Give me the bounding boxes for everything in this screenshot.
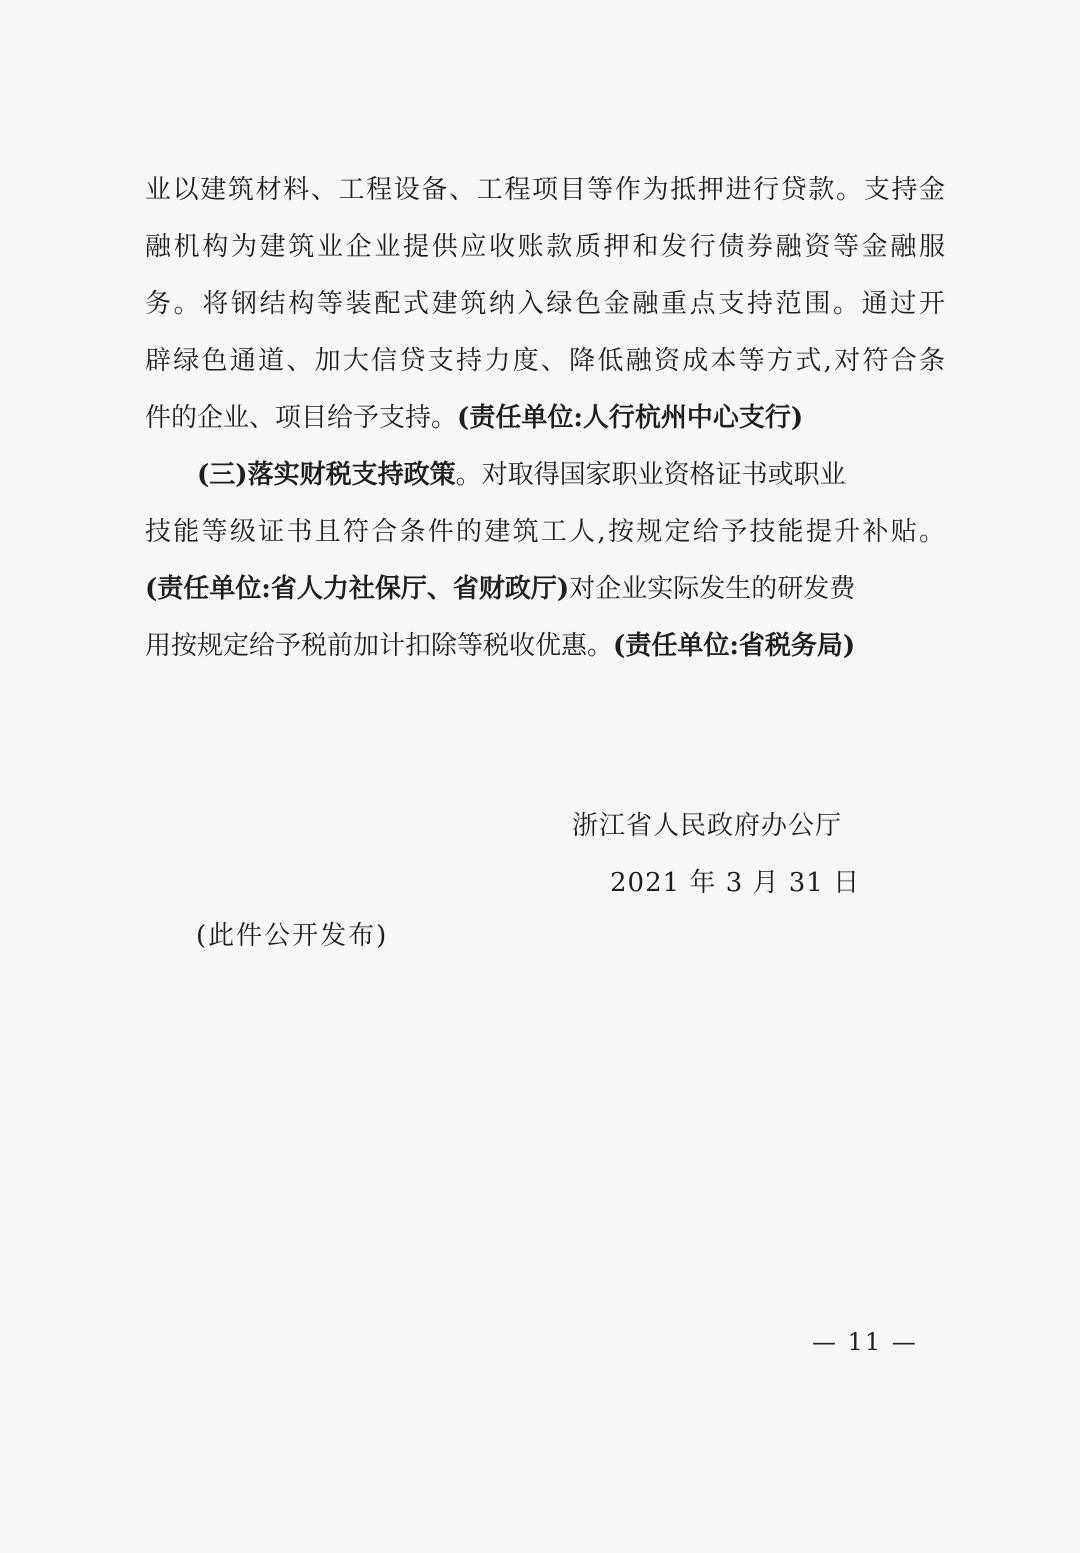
section-3-heading: (三)落实财税支持政策: [197, 460, 456, 490]
issue-date: 2021 年 3 月 31 日: [610, 868, 861, 898]
section-3-line-4-text: 用按规定给予税前加计扣除等税收优惠。: [145, 631, 614, 661]
publication-note: (此件公开发布): [196, 921, 389, 951]
section-3-line-1: [145, 447, 945, 504]
section-3-line-3-text: 对企业实际发生的研发费: [569, 574, 856, 604]
paragraph-line-5-text: 件的企业、项目给予支持。: [145, 403, 458, 433]
issuing-authority: 浙江省人民政府办公厅: [572, 811, 843, 841]
paragraph-line-2: 融机构为建筑业企业提供应收账款质押和发行债券融资等金融服: [145, 232, 945, 262]
paragraph-line-3: 务。将钢结构等装配式建筑纳入绿色金融重点支持范围。通过开: [145, 289, 945, 319]
section-3-line-3: [145, 561, 945, 618]
responsibility-note-2: (责任单位:省人力社保厅、省财政厅): [145, 574, 570, 604]
section-3-line-4: [145, 618, 945, 675]
responsibility-note-3: (责任单位:省税务局): [613, 631, 856, 661]
section-3-line-2: 技能等级证书且符合条件的建筑工人,按规定给予技能提升补贴。: [145, 517, 945, 547]
paragraph-line-1: 业以建筑材料、工程设备、工程项目等作为抵押进行贷款。支持金: [145, 175, 945, 205]
paragraph-line-4: 辟绿色通道、加大信贷支持力度、降低融资成本等方式,对符合条: [145, 346, 945, 376]
responsibility-note-1: (责任单位:人行杭州中心支行): [457, 403, 804, 433]
paragraph-line-5: [145, 390, 945, 447]
page-number: — 11 —: [812, 1328, 918, 1356]
document-body: [145, 162, 945, 675]
section-3-line-1-text: 。对取得国家职业资格证书或职业: [455, 460, 846, 490]
